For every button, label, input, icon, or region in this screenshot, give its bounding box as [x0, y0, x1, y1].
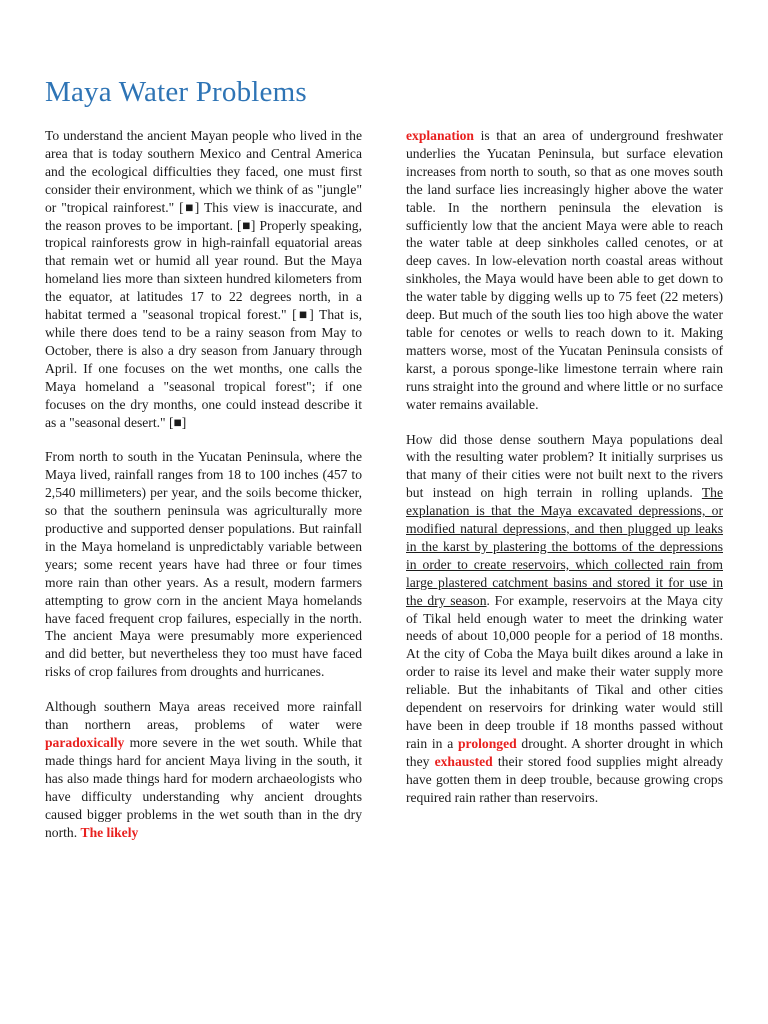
paragraph-5-text-a: How did those dense southern Maya populations deal with the resulting water problem? It initially surprises us that many of their cities were not built next to the rivers but instead on high terrain in rolling uplands.: [406, 431, 723, 501]
page-title: Maya Water Problems: [45, 76, 307, 108]
right-column: [406, 127, 723, 824]
highlight-exhausted: exhausted: [434, 753, 493, 769]
highlight-paradoxically: paradoxically: [45, 735, 125, 750]
paragraph-4: [406, 127, 723, 414]
paragraph-5-text-c: drought. A shorter drought in which they: [406, 735, 723, 769]
paragraph-5: [406, 431, 723, 807]
highlight-explanation: explanation: [406, 128, 474, 143]
highlight-prolonged: prolonged: [458, 735, 517, 751]
paragraph-4-text: is that an area of underground freshwater underlies the Yucatan Peninsula, but surface elevation increases from north to south, so that as one moves south the land surface lies increasingly higher above the water table. In the northern peninsula the elevation is sufficiently low that the ancient Maya were able to reach the water table at deep sinkholes called cenotes, or at deep caves. In low-elevation north coastal areas without sinkholes, the Maya would have been able to get down to the water table by digging wells up to 75 feet (22 meters) deep. But much of the south lies too high above the water table for cenotes or wells to reach down to it. Making matters worse, most of the Yucatan Peninsula consists of karst, a porous sponge-like limestone terrain where rain runs straight into the ground and where little or no surface water remains available.: [406, 128, 723, 412]
left-column: [45, 127, 362, 858]
paragraph-3-text-a: Although southern Maya areas received more rainfall than northern areas, problems of water were: [45, 699, 362, 733]
underlined-explanation-sentence: The explanation is that the Maya excavated depressions, or modified natural depressions, and then plugged up leaks in the karst by plastering the bottoms of the depressions in order to create reservoirs, which collected rain from large plastered catchment basins and stored it for use in the dry season: [406, 485, 723, 608]
paragraph-2: From north to south in the Yucatan Peninsula, where the Maya lived, rainfall ranges from 18 to 100 inches (457 to 2,540 millimeters) per year, and the soils become thicker, so that the southern peninsula was agriculturally more productive and supported denser populations. But rainfall in the Maya homeland is unpredictably variable between years; some recent years have had three or four times more rain than other years. As a result, modern farmers attempting to grow corn in the ancient Maya homelands have faced frequent crop failures, especially in the north. The ancient Maya were presumably more experienced and did better, but nevertheless they too must have faced risks of crop failures from droughts and hurricanes.: [45, 449, 362, 680]
paragraph-3: [45, 698, 362, 841]
paragraph-3-text-b: more severe in the wet south. While that made things hard for ancient Maya living in the south, it has also made things hard for modern archaeologists who have difficulty understanding why ancient droughts caused bigger problems in the wet south than in the dry north.: [45, 735, 362, 840]
paragraph-5-text-d: their stored food supplies might already have gotten them in deep trouble, because growing crops required rain rather than reservoirs.: [406, 753, 723, 805]
paragraph-5-text-b: . For example, reservoirs at the Maya city of Tikal held enough water to meet the drinking water needs of about 10,000 people for a period of 18 months. At the city of Coba the Maya built dikes around a lake in order to raise its level and make their water supply more reliable. But the inhabitants of Tikal and other cities dependent on reservoirs for drinking water would still have been in deep trouble if 18 months passed without rain in a: [406, 592, 723, 751]
paragraph-1: To understand the ancient Mayan people who lived in the area that is today southern Mexico and Central America and the ecological difficulties they faced, one must first consider their environment, which we think of as "jungle" or "tropical rainforest." [■] This view is inaccurate, and the reason proves to be important. [■] Properly speaking, tropical rainforests grow in high-rainfall equatorial areas that remain wet or humid all year round. But the Maya homeland lies more than sixteen hundred kilometers from the equator, at latitudes 17 to 22 degrees north, in a habitat termed a "seasonal tropical forest." [■] That is, while there does tend to be a rainy season from May to October, there is also a dry season from January through April. If one focuses on the wet months, one calls the Maya homeland a "seasonal tropical forest"; if one focuses on the dry months, one could instead describe it as a "seasonal desert." [■]: [45, 128, 362, 430]
highlight-the-likely: The likely: [80, 824, 139, 840]
